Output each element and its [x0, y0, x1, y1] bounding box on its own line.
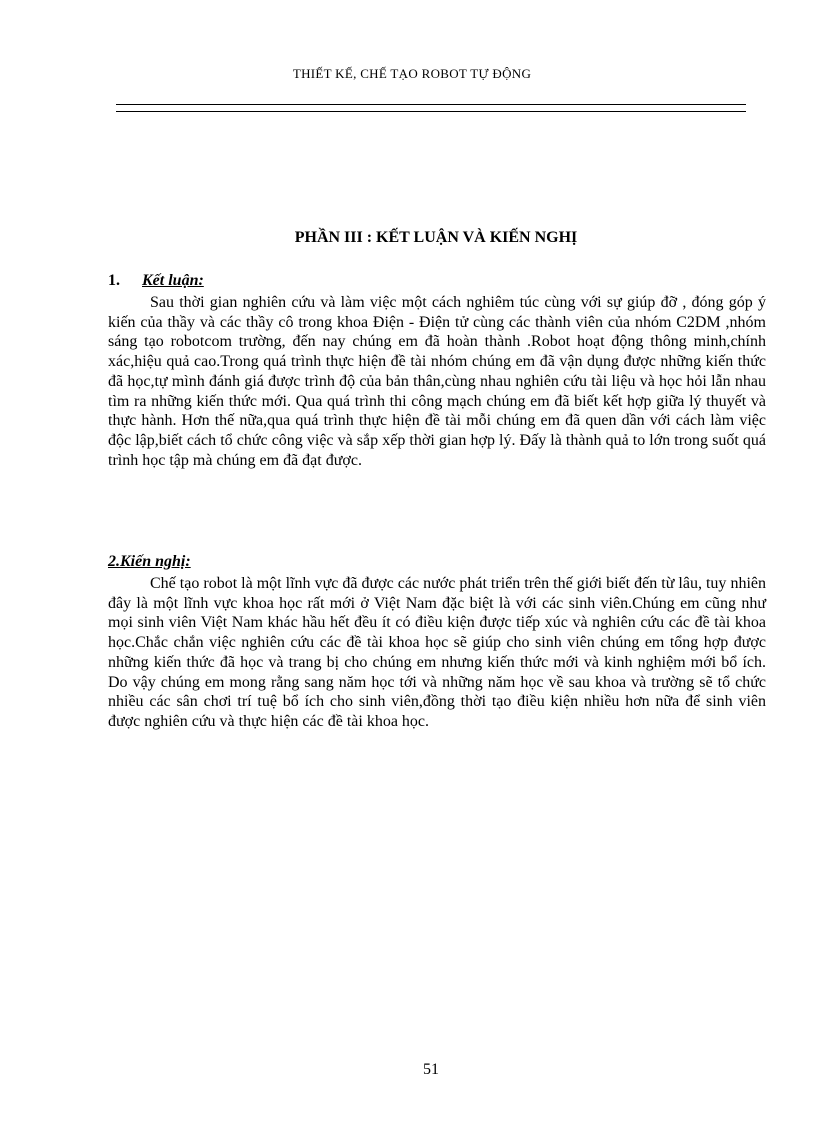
section-title: PHẦN III : KẾT LUẬN VÀ KIẾN NGHỊ: [294, 229, 578, 246]
conclusion-paragraph: Sau thời gian nghiên cứu và làm việc một cách nghiêm túc cùng với sự giúp đỡ , đóng góp ý kiến của thầy và các thầy cô trong khoa Điện - Điện tử cùng các thành viên của nhóm C2DM ,nhóm sáng tạo robotcom trường, đến nay chúng em đã hoàn thành .Robot hoạt động thông minh,chính xác,hiệu quả cao.Trong quá trình thực hiện đề tài nhóm chúng em đã vận dụng được những kiến thức đã học,tự mình đánh giá được trình độ của bản thân,cùng nhau nghiên cứu tài liệu và học hỏi lẫn nhau tìm ra những kiến thức mới. Qua quá trình thi công mạch chúng em đã biết kết hợp giữa lý thuyết và thực hành. Hơn thế nữa,qua quá trình thực hiện đề tài mỗi chúng em đã quen dần với cách làm việc độc lập,biết cách tổ chức công việc và sắp xếp thời gian hợp lý. Đấy là thành quả to lớn trong suốt quá trình học tập mà chúng em đã đạt được.: [108, 294, 766, 469]
running-header: THIẾT KẾ, CHẾ TẠO ROBOT TỰ ĐỘNG: [292, 66, 532, 81]
conclusion-heading-number: 1.: [108, 272, 120, 289]
recommendation-heading: [108, 552, 191, 572]
header-double-rule: [116, 104, 746, 112]
conclusion-heading-text: Kết luận:: [142, 272, 204, 289]
recommendation-paragraph: Chế tạo robot là một lĩnh vực đã được các nước phát triển trên thế giới biết đến từ lâu, tuy nhiên đây là một lĩnh vực khoa học rất mới ở Việt Nam đặc biệt là với các sinh viên.Chúng em cũng như mọi sinh viên Việt Nam khác hầu hết đều ít có điều kiện được tiếp xúc và nghiên cứu các đề tài khoa học.Chắc chắn việc nghiên cứu các đề tài khoa học sẽ giúp cho sinh viên chúng em tổng hợp được những kiến thức đã học và trang bị cho chúng em nhưng kiến thức mới và kinh nghiệm mới bổ ích. Do vậy chúng em mong rằng sang năm học tới và những năm học về sau khoa và trường sẽ tổ chức nhiều các sân chơi trí tuệ bổ ích cho sinh viên,đồng thời tạo điều kiện nhiều hơn nữa để sinh viên được nghiên cứu và thực hiện các đề tài khoa học.: [108, 575, 766, 730]
conclusion-heading: [108, 271, 204, 291]
page-number: 51: [423, 1061, 439, 1078]
recommendation-heading-text: 2.Kiến nghị:: [108, 553, 191, 570]
